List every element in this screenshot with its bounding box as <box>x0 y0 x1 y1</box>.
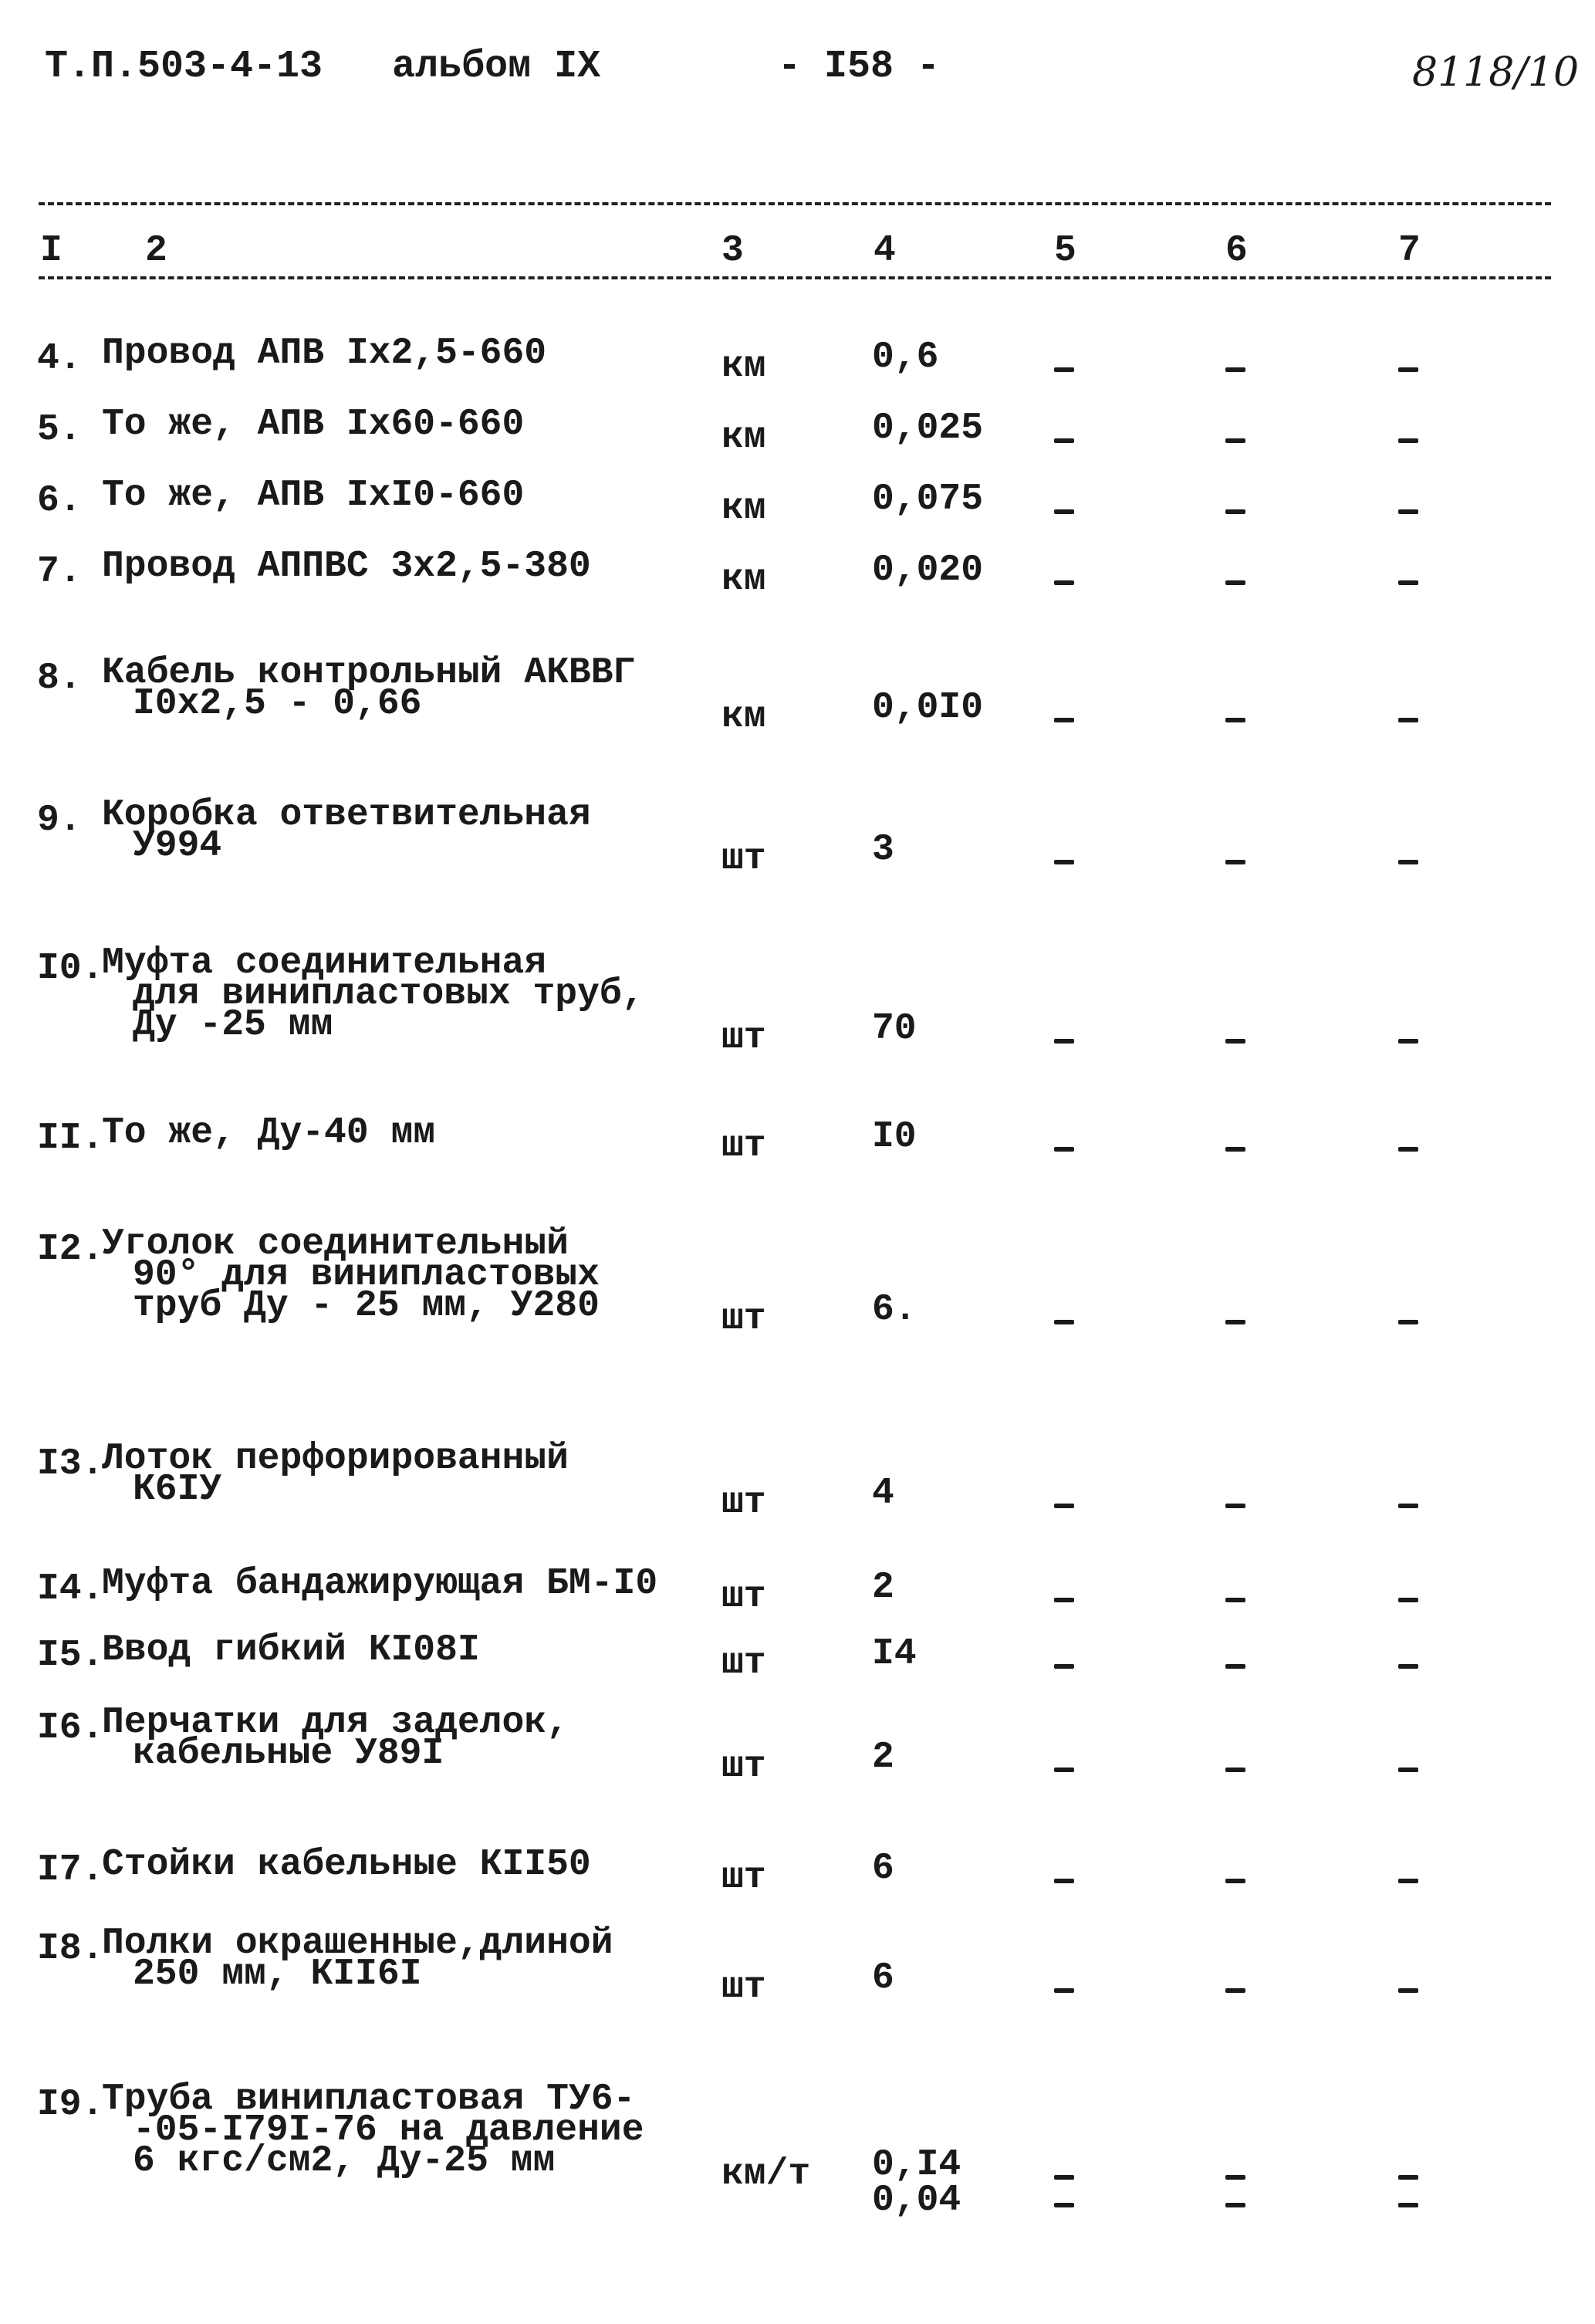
dash-col-6 <box>1225 860 1245 864</box>
item-quantity <box>872 1633 917 1675</box>
dash-col-6 <box>1225 2203 1245 2207</box>
item-name-line: Уголок соединительный <box>102 1223 569 1265</box>
column-header-5: 5 <box>1054 230 1076 272</box>
item-unit: шт <box>721 1125 766 1167</box>
dash-col-6 <box>1225 1147 1245 1152</box>
item-name-line: Кабель контрольный АКВВГ <box>102 652 636 694</box>
item-unit: шт <box>721 1642 766 1684</box>
item-quantity <box>872 479 984 520</box>
item-quantity-line: 70 <box>872 1008 917 1050</box>
item-name <box>102 333 547 374</box>
item-name-line: То же, АПВ IхI0-660 <box>102 475 525 516</box>
item-name <box>102 1844 591 1886</box>
item-unit: шт <box>721 1967 766 2008</box>
item-number: I6. <box>37 1707 104 1749</box>
item-quantity <box>872 1116 917 1158</box>
column-header-4: 4 <box>874 230 896 272</box>
item-quantity <box>872 687 984 729</box>
item-number: I3. <box>37 1443 104 1485</box>
column-header-3: 3 <box>721 230 744 272</box>
item-unit: шт <box>721 838 766 880</box>
document-code <box>45 45 600 89</box>
dash-col-5 <box>1054 1768 1074 1772</box>
item-quantity-line: I4 <box>872 1633 917 1675</box>
item-number: 9. <box>37 800 82 841</box>
item-name-line: Труба винипластовая ТУ6- <box>102 2079 636 2120</box>
item-name-line: 6 кгс/см2, Ду-25 мм <box>133 2140 556 2182</box>
item-unit: шт <box>721 1576 766 1618</box>
item-name-line: Провод АППВС 3х2,5-380 <box>102 546 591 587</box>
item-number: 5. <box>37 409 82 451</box>
item-number: 8. <box>37 658 82 699</box>
dash-col-6 <box>1225 1598 1245 1602</box>
item-quantity-line: 2 <box>872 1737 894 1778</box>
dash-col-7 <box>1398 1504 1418 1508</box>
item-quantity-line: 4 <box>872 1473 894 1514</box>
item-quantity <box>872 1008 917 1050</box>
item-name <box>102 1629 480 1671</box>
item-quantity-line: 0,075 <box>872 479 984 520</box>
item-name <box>102 1223 600 1327</box>
item-name-line: I0х2,5 - 0,66 <box>133 683 422 725</box>
item-name <box>102 404 525 445</box>
item-name <box>102 794 591 867</box>
item-name-line: То же, АПВ Iх60-660 <box>102 404 525 445</box>
item-unit: км <box>721 488 766 529</box>
item-name-line: труб Ду - 25 мм, У280 <box>133 1285 600 1327</box>
item-unit: шт <box>721 1017 766 1059</box>
item-name-line: Ввод гибкий КI08I <box>102 1629 480 1671</box>
item-number: I8. <box>37 1928 104 1970</box>
dash-col-5 <box>1054 509 1074 514</box>
dash-col-5 <box>1054 2175 1074 2180</box>
dash-col-5 <box>1054 438 1074 443</box>
dash-col-5 <box>1054 1879 1074 1883</box>
page-number: - I58 - <box>778 45 941 89</box>
item-quantity <box>872 1848 894 1889</box>
item-quantity <box>872 829 894 871</box>
item-unit: шт <box>721 1746 766 1788</box>
dash-col-5 <box>1054 1988 1074 1993</box>
dash-col-7 <box>1398 509 1418 514</box>
dash-col-6 <box>1225 1039 1245 1044</box>
item-name <box>102 1112 436 1154</box>
dash-col-5 <box>1054 860 1074 864</box>
dash-col-7 <box>1398 2203 1418 2207</box>
item-quantity-line: 0,020 <box>872 550 984 591</box>
dash-col-7 <box>1398 718 1418 722</box>
dash-col-7 <box>1398 1988 1418 1993</box>
item-name-line: Провод АПВ Iх2,5-660 <box>102 333 547 374</box>
dash-col-5 <box>1054 718 1074 722</box>
item-name-line: Муфта бандажирующая БМ-I0 <box>102 1563 658 1605</box>
item-name-line: Перчатки для заделок, <box>102 1702 569 1744</box>
dash-col-5 <box>1054 1320 1074 1324</box>
column-header-2: 2 <box>145 230 167 272</box>
item-quantity-line: 6. <box>872 1289 917 1331</box>
item-name <box>102 546 591 587</box>
item-unit: км <box>721 696 766 738</box>
item-name-line: Полки окрашенные,длиной <box>102 1923 613 1964</box>
item-name <box>102 2079 644 2182</box>
item-name <box>102 1923 613 1995</box>
item-quantity <box>872 1957 894 1999</box>
dash-col-6 <box>1225 580 1245 585</box>
item-number: II. <box>37 1118 104 1159</box>
dash-col-7 <box>1398 580 1418 585</box>
item-number: I9. <box>37 2084 104 2126</box>
dash-col-5 <box>1054 1504 1074 1508</box>
item-quantity-line: 3 <box>872 829 894 871</box>
dash-col-7 <box>1398 860 1418 864</box>
dash-col-7 <box>1398 1879 1418 1883</box>
item-number: 4. <box>37 338 82 380</box>
item-quantity <box>872 408 984 449</box>
item-unit: км/т <box>721 2153 811 2195</box>
item-name-line: Муфта соединительная <box>102 942 547 984</box>
dash-col-7 <box>1398 1320 1418 1324</box>
dash-col-6 <box>1225 1320 1245 1324</box>
project-code: Т.П.503-4-13 <box>45 45 323 89</box>
item-quantity <box>872 337 939 378</box>
item-quantity-line: 6 <box>872 1848 894 1889</box>
dash-col-6 <box>1225 509 1245 514</box>
table-header-rule <box>39 276 1551 279</box>
item-number: I0. <box>37 948 104 989</box>
item-name <box>102 1438 569 1510</box>
item-name-line: Ду -25 мм <box>133 1004 333 1046</box>
item-name <box>102 942 644 1046</box>
album-label: альбом IX <box>392 45 601 89</box>
dash-col-5 <box>1054 1147 1074 1152</box>
dash-col-6 <box>1225 1988 1245 1993</box>
dash-col-5 <box>1054 2203 1074 2207</box>
dash-col-5 <box>1054 1664 1074 1669</box>
item-number: 7. <box>37 551 82 593</box>
dash-col-6 <box>1225 2175 1245 2180</box>
item-name-line: -05-I79I-76 на давление <box>133 2109 644 2151</box>
item-name-line: Стойки кабельные КII50 <box>102 1844 591 1886</box>
item-unit: шт <box>721 1857 766 1899</box>
item-quantity-line: 2 <box>872 1567 894 1609</box>
item-quantity-line: 0,6 <box>872 337 939 378</box>
item-unit: км <box>721 559 766 600</box>
dash-col-5 <box>1054 367 1074 372</box>
item-quantity-line: 0,025 <box>872 408 984 449</box>
item-name-line: То же, Ду-40 мм <box>102 1112 436 1154</box>
item-number: 6. <box>37 480 82 522</box>
item-name <box>102 475 525 516</box>
dash-col-5 <box>1054 580 1074 585</box>
item-name-line: У994 <box>133 825 222 867</box>
table-top-rule <box>39 202 1551 205</box>
item-name-line: Коробка ответвительная <box>102 794 591 836</box>
dash-col-5 <box>1054 1598 1074 1602</box>
item-number: I5. <box>37 1635 104 1676</box>
dash-col-5 <box>1054 1039 1074 1044</box>
sheet-number: 8118/10 <box>1412 49 1580 96</box>
dash-col-6 <box>1225 718 1245 722</box>
item-quantity <box>872 1289 917 1331</box>
dash-col-7 <box>1398 1147 1418 1152</box>
dash-col-7 <box>1398 2175 1418 2180</box>
item-name <box>102 652 636 725</box>
dash-col-7 <box>1398 438 1418 443</box>
item-unit: шт <box>721 1298 766 1340</box>
item-quantity-line: 6 <box>872 1957 894 1999</box>
item-quantity-line: 0,0I0 <box>872 687 984 729</box>
dash-col-6 <box>1225 367 1245 372</box>
dash-col-7 <box>1398 1664 1418 1669</box>
item-name-line: 90° для винипластовых <box>133 1254 600 1296</box>
item-quantity <box>872 2144 961 2221</box>
item-quantity <box>872 550 984 591</box>
item-name-line: для винипластовых труб, <box>133 973 644 1015</box>
item-unit: шт <box>721 1482 766 1524</box>
item-name <box>102 1702 569 1774</box>
item-quantity <box>872 1737 894 1778</box>
item-quantity-line: 0,04 <box>872 2180 961 2221</box>
dash-col-6 <box>1225 1768 1245 1772</box>
item-name-line: К6IУ <box>133 1469 222 1510</box>
item-name <box>102 1563 658 1605</box>
item-name-line: кабельные У89I <box>133 1733 444 1774</box>
item-quantity <box>872 1567 894 1609</box>
item-name-line: Лоток перфорированный <box>102 1438 569 1480</box>
item-quantity-line: I0 <box>872 1116 917 1158</box>
dash-col-6 <box>1225 1664 1245 1669</box>
dash-col-6 <box>1225 1504 1245 1508</box>
dash-col-7 <box>1398 1598 1418 1602</box>
item-number: I4. <box>37 1568 104 1610</box>
column-header-1: I <box>40 230 63 272</box>
item-number: I2. <box>37 1229 104 1270</box>
column-header-6: 6 <box>1225 230 1248 272</box>
item-number: I7. <box>37 1849 104 1891</box>
column-header-7: 7 <box>1398 230 1421 272</box>
item-quantity <box>872 1473 894 1514</box>
item-name-line: 250 мм, КII6I <box>133 1954 422 1995</box>
dash-col-7 <box>1398 367 1418 372</box>
item-unit: км <box>721 417 766 458</box>
dash-col-7 <box>1398 1039 1418 1044</box>
item-unit: км <box>721 346 766 387</box>
dash-col-6 <box>1225 1879 1245 1883</box>
dash-col-6 <box>1225 438 1245 443</box>
dash-col-7 <box>1398 1768 1418 1772</box>
item-quantity-line: 0,I4 <box>872 2144 961 2186</box>
